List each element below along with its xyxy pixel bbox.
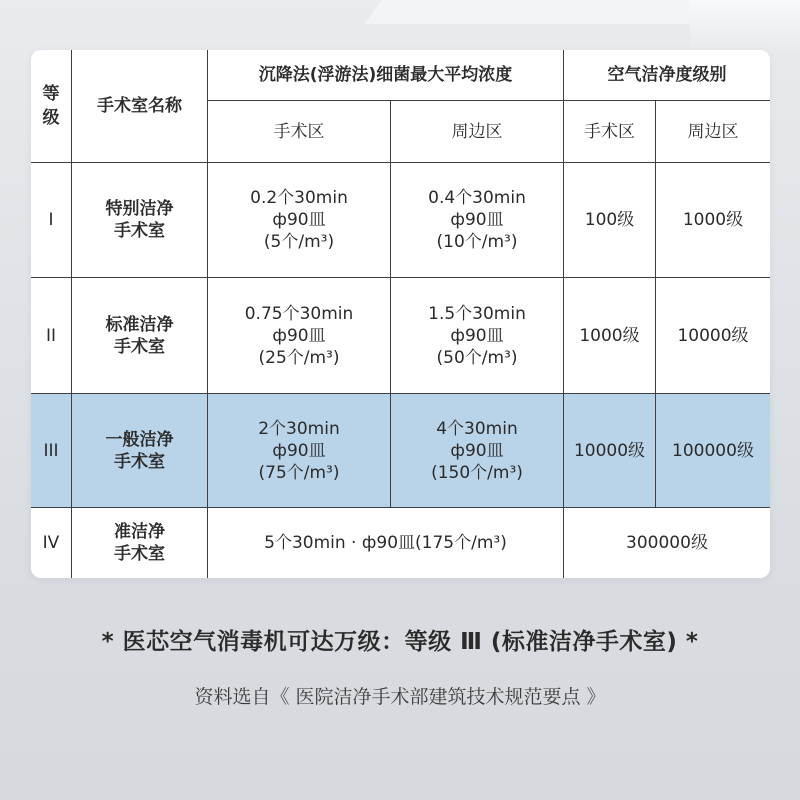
row-3-air-surrounding: 100000级	[656, 394, 770, 508]
row-3-grade: III	[31, 394, 72, 508]
header-bacteria: 沉降法(浮游法)细菌最大平均浓度	[208, 50, 564, 101]
row-2-room-name: 标准洁净 手术室	[72, 278, 208, 394]
row-3-surrounding-bacteria: 4个30min ф90皿 (150个/m³)	[391, 394, 564, 508]
row-3-surgical-bacteria: 2个30min ф90皿 (75个/m³)	[208, 394, 391, 508]
header-air-surrounding-area: 周边区	[656, 101, 770, 163]
header-air-surgical-area: 手术区	[564, 101, 656, 163]
footer-claim: * 医芯空气消毒机可达万级：等级 Ⅲ (标准洁净手术室) *	[101, 629, 699, 655]
row-1-surrounding-bacteria: 0.4个30min ф90皿 (10个/m³)	[391, 163, 564, 278]
row-2-surrounding-bacteria: 1.5个30min ф90皿 (50个/m³)	[391, 278, 564, 394]
row-4-air-merged: 300000级	[626, 533, 708, 553]
row-2-surgical-bacteria: 0.75个30min ф90皿 (25个/m³)	[208, 278, 391, 394]
row-4-bacteria-merged: 5个30min · ф90皿(175个/m³)	[208, 508, 564, 578]
row-1-air-surrounding: 1000级	[656, 163, 770, 278]
row-1-surgical-bacteria: 0.2个30min ф90皿 (5个/m³)	[208, 163, 391, 278]
header-surrounding-area: 周边区	[391, 101, 564, 163]
header-room-name: 手术室名称	[72, 50, 208, 163]
row-2-grade: II	[31, 278, 72, 394]
header-grade-text: 等级	[42, 84, 60, 128]
row-4-room-name: 准洁净 手术室	[72, 508, 208, 578]
row-3-room-name: 一般洁净 手术室	[72, 394, 208, 508]
standards-table	[31, 50, 770, 578]
row-4-grade: IV	[31, 508, 72, 578]
row-3-air-surgical: 10000级	[564, 394, 656, 508]
row-1-air-surgical: 100级	[564, 163, 656, 278]
header-air-clean: 空气洁净度级别	[564, 50, 770, 101]
row-1-room-name: 特别洁净 手术室	[72, 163, 208, 278]
header-surgical-area: 手术区	[208, 101, 391, 163]
row-2-air-surrounding: 10000级	[656, 278, 770, 394]
row-1-grade: I	[31, 163, 72, 278]
header-grade	[31, 50, 72, 163]
row-2-air-surgical: 1000级	[564, 278, 656, 394]
footer-source: 资料选自《 医院洁净手术部建筑技术规范要点 》	[194, 686, 606, 708]
